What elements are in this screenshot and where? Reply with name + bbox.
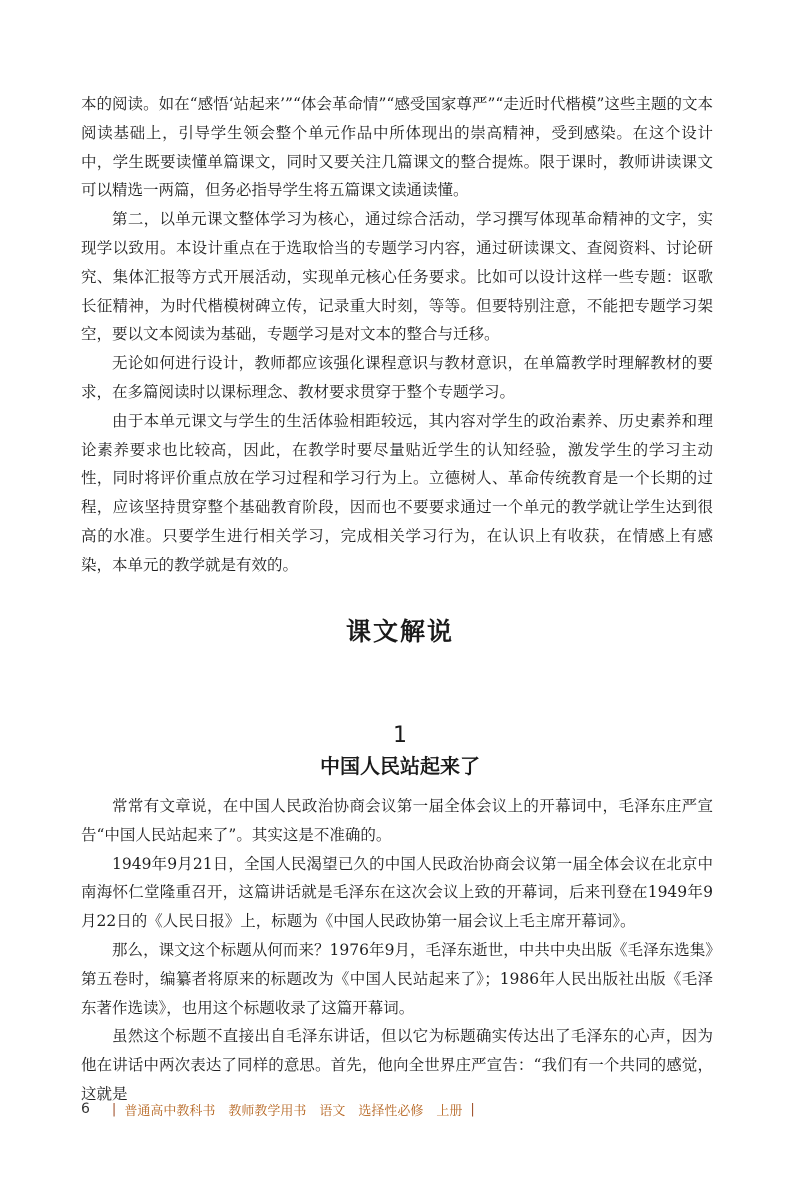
- page-number: 6: [81, 1101, 90, 1117]
- paragraph: 本的阅读。如在“感悟‘站起来’”“体会革命情”“感受国家尊严”“走近时代楷模”这些主题的文本阅读基础上，引导学生领会整个单元作品中所体现出的崇高精神，受到感染。在这个设计中，学生既要读懂单篇课文，同时又要关注几篇课文的整合提炼。限于课时，教师讲读课文可以精选一两篇，但务必指导学生将五篇课文读通读懂。: [81, 95, 713, 200]
- page-footer: [81, 1099, 483, 1119]
- bottom-text-block: [81, 792, 713, 1109]
- top-text-block: [81, 90, 713, 580]
- paragraph: 无论如何进行设计，教师都应该强化课程意识与教材意识，在单篇教学时理解教材的要求，在多篇阅读时以课标理念、教材要求贯穿于整个专题学习。: [81, 354, 713, 401]
- paragraph: 1949年9月21日，全国人民渴望已久的中国人民政治协商会议第一届全体会议在北京中南海怀仁堂隆重召开，这篇讲话就是毛泽东在这次会议上致的开幕词，后来刊登在1949年9月22日的《人民日报》上，标题为《中国人民政协第一届会议上毛主席开幕词》。: [81, 854, 713, 931]
- paragraph: 常常有文章说，在中国人民政治协商会议第一届全体会议上的开幕词中，毛泽东庄严宣告“中国人民站起来了”。其实这是不准确的。: [81, 797, 713, 844]
- paragraph: 那么，课文这个标题从何而来？1976年9月，毛泽东逝世，中共中央出版《毛泽东选集》第五卷时，编纂者将原来的标题改为《中国人民站起来了》；1986年人民出版社出版《毛泽东著作选读》，也用这个标题收录了这篇开幕词。: [81, 940, 713, 1017]
- lesson-number: 1: [393, 723, 407, 748]
- paragraph: 第二，以单元课文整体学习为核心，通过综合活动，学习撰写体现革命精神的文字，实现学以致用。本设计重点在于选取恰当的专题学习内容，通过研读课文、查阅资料、讨论研究、集体汇报等方式开展活动，实现单元核心任务要求。比如可以设计这样一些专题：讴歌长征精神，为时代楷模树碑立传，记录重大时刻，等等。但要特别注意，不能把专题学习架空，要以文本阅读为基础，专题学习是对文本的整合与迁移。: [81, 210, 713, 344]
- footer-separator: |: [470, 1101, 475, 1117]
- paragraph: 虽然这个标题不直接出自毛泽东讲话，但以它为标题确实传达出了毛泽东的心声，因为他在讲话中两次表达了同样的意思。首先，他向全世界庄严宣告：“我们有一个共同的感觉，这就是: [81, 1027, 713, 1103]
- lesson-title: 中国人民站起来了: [320, 754, 480, 778]
- paragraph: 由于本单元课文与学生的生活体验相距较远，其内容对学生的政治素养、历史素养和理论素养要求也比较高，因此，在教学时要尽量贴近学生的认知经验，激发学生的学习主动性，同时将评价重点放在学习过程和学习行为上。立德树人、革命传统教育是一个长期的过程，应该坚持贯穿整个基础教育阶段，因而也不要要求通过一个单元的教学就让学生达到很高的水准。只要学生进行相关学习，完成相关学习行为，在认识上有收获，在情感上有感染，本单元的教学就是有效的。: [81, 411, 713, 574]
- footer-separator: |: [111, 1101, 117, 1117]
- section-title: 课文解说: [345, 617, 454, 646]
- book-title: 普通高中教科书 教师教学用书 语文 选择性必修 上册: [124, 1103, 463, 1119]
